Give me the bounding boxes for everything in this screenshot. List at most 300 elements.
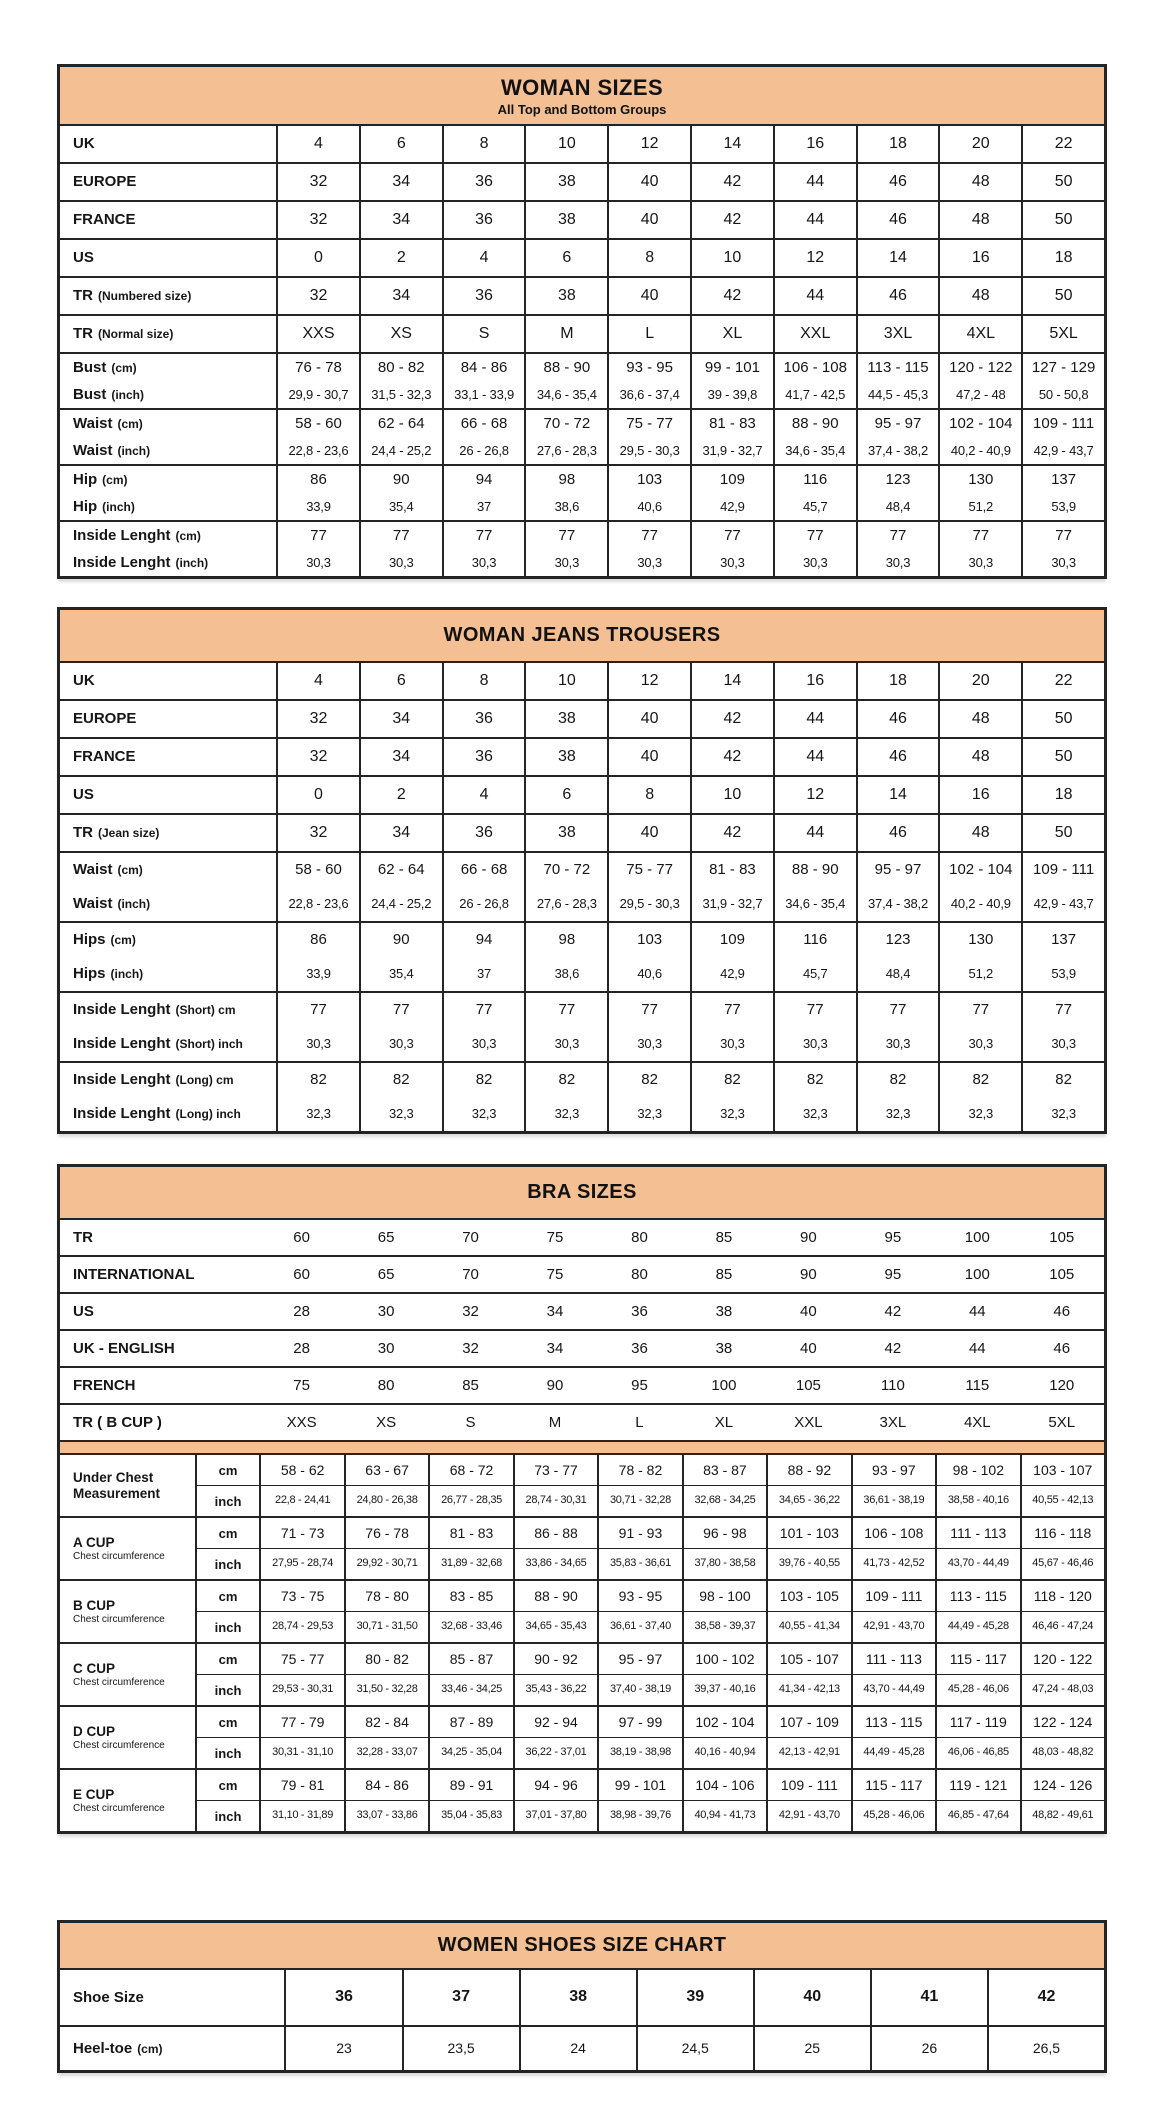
table-row	[60, 352, 1104, 381]
size-value: 81 - 83	[428, 1518, 512, 1548]
size-value: 77	[690, 993, 773, 1027]
unit-label: inch	[195, 1800, 260, 1831]
size-value: 32,3	[442, 1097, 525, 1131]
size-value: 68 - 72	[428, 1455, 512, 1485]
unit-label: cm	[195, 1455, 260, 1485]
size-value: 8	[442, 126, 525, 162]
size-value: 30,3	[690, 1027, 773, 1061]
size-value: 87 - 89	[428, 1707, 512, 1737]
size-value: 77	[442, 522, 525, 549]
size-value: S	[442, 316, 525, 352]
size-value: 32	[462, 1302, 479, 1320]
size-value: 130	[938, 466, 1021, 493]
size-value: 53,9	[1021, 957, 1104, 991]
size-value: 70 - 72	[524, 410, 607, 437]
size-value: 38	[715, 1302, 733, 1320]
size-value: 28	[293, 1302, 310, 1320]
size-value: 37	[442, 957, 525, 991]
size-value: 88 - 90	[524, 354, 607, 381]
table-row	[60, 1255, 1104, 1292]
row-label-text: TR	[73, 824, 93, 842]
woman-sizes-header	[60, 67, 1104, 124]
size-value: 96 - 98	[682, 1518, 766, 1548]
size-value: 70	[462, 1265, 479, 1283]
size-value: 22,8 - 23,6	[276, 887, 359, 921]
size-value: 46	[1053, 1302, 1071, 1320]
row-label	[60, 1455, 195, 1516]
size-value: XXS	[286, 1413, 317, 1431]
row-label-text: INTERNATIONAL	[73, 1265, 195, 1283]
table-row	[60, 1968, 1104, 2025]
size-value: 34	[546, 1339, 564, 1357]
row-label	[60, 701, 276, 737]
size-value: 3XL	[879, 1413, 907, 1431]
size-value: 42	[690, 815, 773, 851]
size-value: 42,91 - 43,70	[766, 1800, 850, 1831]
size-value: 33,9	[276, 493, 359, 520]
row-label	[60, 466, 276, 493]
size-value: 42,9	[690, 957, 773, 991]
size-value: 83 - 87	[682, 1455, 766, 1485]
size-value: 42	[690, 278, 773, 314]
row-label	[60, 1405, 259, 1440]
row-label-note: (cm)	[117, 416, 143, 431]
size-value: 32	[276, 164, 359, 200]
row-label-text: Heel-toe	[73, 2039, 133, 2057]
size-value: 8	[442, 663, 525, 699]
size-value: 24	[519, 2027, 636, 2070]
size-value: 3XL	[856, 316, 939, 352]
size-value: 88 - 90	[773, 853, 856, 887]
size-value: 122 - 124	[1020, 1707, 1104, 1737]
size-value: 99 - 101	[597, 1770, 681, 1800]
size-value: 42	[690, 202, 773, 238]
row-label-note: (Long) cm	[175, 1073, 234, 1087]
size-value: 102 - 104	[938, 853, 1021, 887]
size-value: 85 - 87	[428, 1644, 512, 1674]
size-value: 105	[1049, 1228, 1075, 1246]
size-value: 28,74 - 30,31	[513, 1485, 597, 1516]
size-value: L	[607, 316, 690, 352]
size-value: 30,3	[856, 1027, 939, 1061]
row-label-text: A CUP	[73, 1534, 115, 1550]
row-label	[60, 1707, 195, 1768]
size-value: 106 - 108	[773, 354, 856, 381]
size-value: 46	[856, 202, 939, 238]
row-label-text: Waist	[73, 861, 113, 879]
size-value: 102 - 104	[682, 1707, 766, 1737]
row-label-text: Bust	[73, 385, 107, 403]
size-value: 30,3	[856, 549, 939, 576]
size-value: 62 - 64	[359, 410, 442, 437]
size-value: 38	[715, 1339, 733, 1357]
size-value: 10	[690, 777, 773, 813]
size-value: 83 - 85	[428, 1581, 512, 1611]
size-value: XXS	[276, 316, 359, 352]
row-label-text: TR	[73, 1228, 93, 1246]
women-shoes-header	[60, 1923, 1104, 1968]
size-value: 44	[773, 164, 856, 200]
size-value: 106 - 108	[851, 1518, 935, 1548]
unit-label: inch	[195, 1485, 260, 1516]
row-label-text: TR ( B CUP )	[73, 1413, 162, 1431]
size-value: 25	[753, 2027, 870, 2070]
row-label	[60, 1518, 195, 1579]
size-value: 58 - 62	[259, 1455, 343, 1485]
size-value: 45,7	[773, 493, 856, 520]
row-label	[60, 1294, 259, 1329]
size-value: 32,68 - 34,25	[682, 1485, 766, 1516]
table-title: BRA SIZES	[527, 1181, 637, 1203]
size-value: 38,19 - 38,98	[597, 1737, 681, 1768]
size-value: 40,16 - 40,94	[682, 1737, 766, 1768]
size-value: 29,5 - 30,3	[607, 437, 690, 464]
size-value: 82	[938, 1063, 1021, 1097]
size-value: 44	[773, 739, 856, 775]
unit-label: cm	[195, 1707, 260, 1737]
size-value: 44,49 - 45,28	[935, 1611, 1019, 1642]
size-value: 94	[442, 466, 525, 493]
size-value: 31,10 - 31,89	[259, 1800, 343, 1831]
size-value: 111 - 113	[851, 1644, 935, 1674]
size-value: 30,3	[524, 549, 607, 576]
row-label-note: (inch)	[110, 967, 144, 981]
table-row	[60, 1218, 1104, 1255]
unit-label: inch	[195, 1548, 260, 1579]
unit-label: cm	[195, 1518, 260, 1548]
size-value: 77 - 79	[259, 1707, 343, 1737]
size-value: 32,3	[276, 1097, 359, 1131]
size-value: 40,94 - 41,73	[682, 1800, 766, 1831]
size-value: 16	[773, 126, 856, 162]
size-value: 32,3	[773, 1097, 856, 1131]
size-value: 80	[631, 1228, 648, 1246]
size-value: 36	[442, 202, 525, 238]
size-value: 30,3	[607, 549, 690, 576]
size-value: 45,28 - 46,06	[935, 1674, 1019, 1705]
size-value: 2	[359, 240, 442, 276]
size-value: 116	[773, 923, 856, 957]
size-value: 0	[276, 240, 359, 276]
size-value: 36,22 - 37,01	[513, 1737, 597, 1768]
size-value: 48	[938, 739, 1021, 775]
table-row	[60, 464, 1104, 493]
size-value: 22,8 - 23,6	[276, 437, 359, 464]
size-value: 30	[377, 1339, 395, 1357]
size-value: 30,3	[690, 549, 773, 576]
table-row	[60, 1403, 1104, 1440]
size-value: 36	[631, 1302, 648, 1320]
size-value: 45,67 - 46,46	[1020, 1548, 1104, 1579]
size-value: 77	[442, 993, 525, 1027]
size-value: 98 - 100	[682, 1581, 766, 1611]
row-label-note: Chest circumference	[73, 1740, 165, 1752]
size-value: 80 - 82	[344, 1644, 428, 1674]
row-label	[60, 1063, 276, 1097]
size-value: 48,4	[856, 957, 939, 991]
size-value: 44	[773, 815, 856, 851]
size-value: 41	[870, 1970, 987, 2025]
size-value: 46	[856, 739, 939, 775]
size-value: 42,9	[690, 493, 773, 520]
size-value: 77	[856, 993, 939, 1027]
size-value: 6	[359, 663, 442, 699]
size-value: 60	[293, 1265, 310, 1283]
size-value: 39	[636, 1970, 753, 2025]
size-value: 4XL	[963, 1413, 991, 1431]
size-value: 42,91 - 43,70	[851, 1611, 935, 1642]
size-value: 40	[607, 815, 690, 851]
size-value: 77	[607, 522, 690, 549]
size-value: 39,76 - 40,55	[766, 1548, 850, 1579]
size-value: 115	[965, 1376, 990, 1394]
size-value: 37,80 - 38,58	[682, 1548, 766, 1579]
size-value: 33,86 - 34,65	[513, 1548, 597, 1579]
size-value: 82	[442, 1063, 525, 1097]
size-value: 24,4 - 25,2	[359, 887, 442, 921]
size-value: 104 - 106	[682, 1770, 766, 1800]
size-value: 98 - 102	[935, 1455, 1019, 1485]
size-value: 109 - 111	[1021, 410, 1104, 437]
size-value: 45,28 - 46,06	[851, 1800, 935, 1831]
unit-label: inch	[195, 1674, 260, 1705]
table-row-group	[60, 1642, 1104, 1705]
size-value: 80	[377, 1376, 395, 1394]
size-value: 103 - 105	[766, 1581, 850, 1611]
size-value: 4	[276, 126, 359, 162]
table-row	[60, 921, 1104, 957]
size-value: 58 - 60	[276, 853, 359, 887]
size-value: 42,9 - 43,7	[1021, 437, 1104, 464]
size-value: 16	[938, 777, 1021, 813]
size-value: 77	[276, 522, 359, 549]
size-value: 36	[442, 739, 525, 775]
size-value: 120 - 122	[938, 354, 1021, 381]
row-label-text: Hips	[73, 965, 106, 983]
size-value: 48	[938, 202, 1021, 238]
table-row	[60, 124, 1104, 162]
size-value: 46,46 - 47,24	[1020, 1611, 1104, 1642]
size-value: 36,6 - 37,4	[607, 381, 690, 408]
size-value: M	[524, 316, 607, 352]
size-value: 40,55 - 42,13	[1020, 1485, 1104, 1516]
table-row	[60, 493, 1104, 520]
row-label-note: (cm)	[117, 863, 143, 877]
row-label	[60, 549, 276, 576]
size-value: 40	[800, 1339, 817, 1357]
size-value: 38,98 - 39,76	[597, 1800, 681, 1831]
size-value: 90 - 92	[513, 1644, 597, 1674]
size-value: 77	[938, 993, 1021, 1027]
size-value: 58 - 60	[276, 410, 359, 437]
size-value: 90	[546, 1376, 564, 1394]
size-value: 42	[690, 164, 773, 200]
size-value: 77	[773, 993, 856, 1027]
size-value: 24,4 - 25,2	[359, 437, 442, 464]
size-value: 63 - 67	[344, 1455, 428, 1485]
size-value: 73 - 77	[513, 1455, 597, 1485]
row-label-text: Under Chest Measurement	[73, 1469, 161, 1501]
size-value: 36	[442, 278, 525, 314]
size-value: 30,3	[1021, 1027, 1104, 1061]
size-value: 5XL	[1021, 316, 1104, 352]
table-row-group	[60, 1453, 1104, 1516]
row-label	[60, 437, 276, 464]
size-value: 38	[524, 164, 607, 200]
row-label-text: FRANCE	[73, 748, 136, 766]
size-value: 44	[968, 1302, 986, 1320]
size-value: 120 - 122	[1020, 1644, 1104, 1674]
unit-label: inch	[195, 1611, 260, 1642]
size-value: 29,9 - 30,7	[276, 381, 359, 408]
size-value: 82	[773, 1063, 856, 1097]
size-value: 50	[1021, 202, 1104, 238]
size-value: 103 - 107	[1020, 1455, 1104, 1485]
woman-sizes-table	[57, 64, 1107, 579]
size-value: 33,46 - 34,25	[428, 1674, 512, 1705]
unit-label: cm	[195, 1581, 260, 1611]
size-value: 26,5	[987, 2027, 1104, 2070]
row-label-note: (cm)	[102, 472, 128, 487]
size-value: 44	[773, 278, 856, 314]
size-value: 34,6 - 35,4	[773, 437, 856, 464]
size-value: 95	[631, 1376, 648, 1394]
row-label-text: C CUP	[73, 1660, 116, 1676]
row-label-note: (inch)	[175, 555, 209, 570]
size-value: 32,3	[938, 1097, 1021, 1131]
size-value: 40	[607, 739, 690, 775]
woman-sizes-body	[60, 124, 1104, 576]
size-value: 90	[800, 1228, 817, 1246]
size-value: 88 - 92	[766, 1455, 850, 1485]
size-value: 30,3	[359, 1027, 442, 1061]
table-row	[60, 661, 1104, 699]
size-value: 90	[359, 923, 442, 957]
row-label-note: (cm)	[175, 528, 201, 543]
size-value: 51,2	[938, 493, 1021, 520]
row-label	[60, 1257, 259, 1292]
size-value: 2	[359, 777, 442, 813]
size-value: 24,80 - 26,38	[344, 1485, 428, 1516]
size-value: 40	[607, 701, 690, 737]
size-value: 93 - 95	[607, 354, 690, 381]
size-value: 48,82 - 49,61	[1020, 1800, 1104, 1831]
row-label	[60, 202, 276, 238]
size-value: 137	[1021, 923, 1104, 957]
size-value: 48,03 - 48,82	[1020, 1737, 1104, 1768]
size-value: 36	[631, 1339, 648, 1357]
size-value: 88 - 90	[513, 1581, 597, 1611]
size-value: 90	[359, 466, 442, 493]
size-value: 22	[1021, 663, 1104, 699]
size-value: 100	[964, 1265, 990, 1283]
row-label-text: US	[73, 1302, 94, 1320]
row-label	[60, 1027, 276, 1061]
row-label-note: Chest circumference	[73, 1803, 165, 1815]
size-value: 93 - 95	[597, 1581, 681, 1611]
row-label-note: (cm)	[137, 2041, 163, 2056]
size-value: 18	[1021, 777, 1104, 813]
size-value: 30,3	[773, 1027, 856, 1061]
size-value: 44,49 - 45,28	[851, 1737, 935, 1768]
size-value: 77	[938, 522, 1021, 549]
row-label-text: Hip	[73, 470, 98, 488]
size-value: 109 - 111	[766, 1770, 850, 1800]
size-value: S	[465, 1413, 476, 1431]
size-value: 33,9	[276, 957, 359, 991]
size-value: 101 - 103	[766, 1518, 850, 1548]
size-value: XL	[690, 316, 773, 352]
size-value: 30,3	[1021, 549, 1104, 576]
table-row	[60, 314, 1104, 352]
size-value: 37,4 - 38,2	[856, 887, 939, 921]
row-label-text: UK	[73, 672, 95, 690]
table-row	[60, 957, 1104, 991]
size-value: 44	[773, 701, 856, 737]
size-value: 124 - 126	[1020, 1770, 1104, 1800]
size-value: 30,3	[773, 549, 856, 576]
size-value: 70	[462, 1228, 479, 1246]
table-row	[60, 549, 1104, 576]
row-label	[60, 164, 276, 200]
size-value: 18	[856, 663, 939, 699]
table-row	[60, 1329, 1104, 1366]
size-value: 38,6	[524, 957, 607, 991]
row-label-note: Chest circumference	[73, 1551, 165, 1563]
row-label-text: Waist	[73, 414, 113, 432]
row-label	[60, 777, 276, 813]
size-value: 30,3	[276, 1027, 359, 1061]
size-value: 37	[442, 493, 525, 520]
size-value: 34,65 - 35,43	[513, 1611, 597, 1642]
size-value: 46,85 - 47,64	[935, 1800, 1019, 1831]
size-value: 103	[607, 466, 690, 493]
size-value: 30,3	[442, 549, 525, 576]
row-label-text: UK - ENGLISH	[73, 1339, 175, 1357]
size-value: 47,2 - 48	[938, 381, 1021, 408]
size-value: 82 - 84	[344, 1707, 428, 1737]
size-value: 35,83 - 36,61	[597, 1548, 681, 1579]
size-value: 12	[773, 777, 856, 813]
size-value: 46	[1053, 1339, 1071, 1357]
size-value: 123	[856, 923, 939, 957]
size-value: 38	[519, 1970, 636, 2025]
size-value: 27,6 - 28,3	[524, 887, 607, 921]
size-value: 44	[773, 202, 856, 238]
row-label-text: Inside Lenght	[73, 1071, 171, 1089]
size-value: 77	[359, 522, 442, 549]
size-value: 40,6	[607, 957, 690, 991]
size-value: 30	[377, 1302, 395, 1320]
size-value: 46	[856, 164, 939, 200]
women-shoes-table	[57, 1920, 1107, 2073]
size-value: 48,4	[856, 493, 939, 520]
size-value: 10	[690, 240, 773, 276]
size-value: 84 - 86	[344, 1770, 428, 1800]
row-label-text: Inside Lenght	[73, 1001, 171, 1019]
size-value: 92 - 94	[513, 1707, 597, 1737]
size-value: 35,4	[359, 493, 442, 520]
size-value: 34,65 - 36,22	[766, 1485, 850, 1516]
size-value: 41,7 - 42,5	[773, 381, 856, 408]
size-value: 95	[884, 1265, 902, 1283]
size-value: 42	[690, 739, 773, 775]
size-value: 44	[968, 1339, 986, 1357]
size-value: 50	[1021, 815, 1104, 851]
size-value: 10	[524, 126, 607, 162]
size-value: 77	[773, 522, 856, 549]
row-label-text: TR	[73, 325, 93, 343]
